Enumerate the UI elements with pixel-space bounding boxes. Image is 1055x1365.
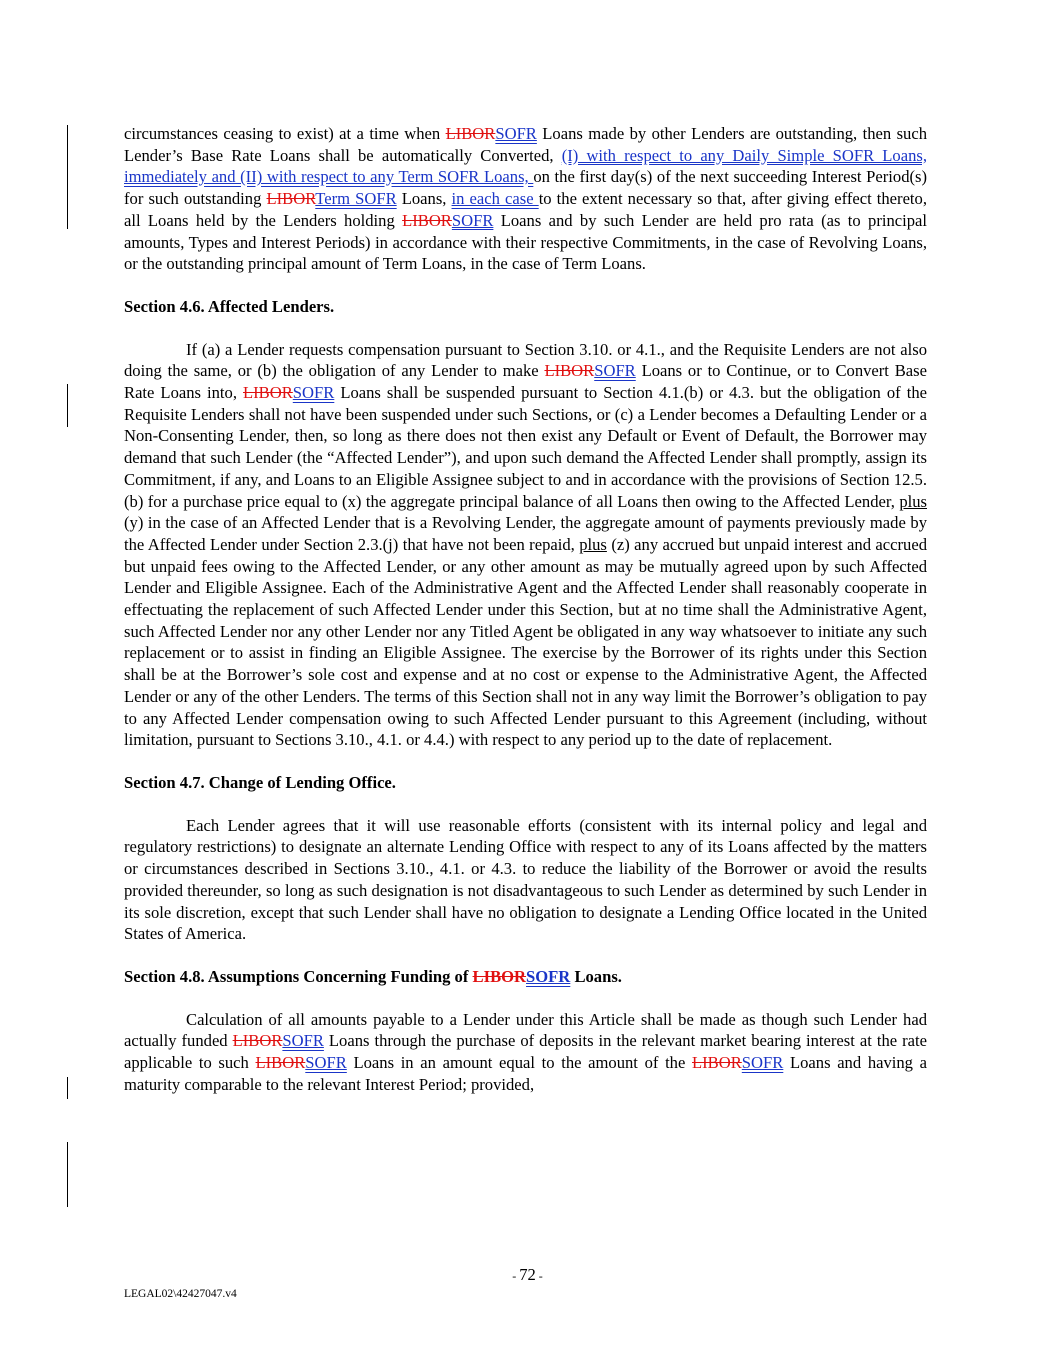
inserted-text: SOFR [594,361,636,381]
deleted-text: LIBOR [243,383,293,403]
section-4-8-heading: Section 4.8. Assumptions Concerning Funding of LIBORSOFR Loans. [124,966,622,986]
inserted-text: in each case [451,189,539,209]
deleted-text: LIBOR [402,210,452,230]
page-number: - 72 - [512,1265,543,1284]
section-4-7-paragraph: Each Lender agrees that it will use reasonable efforts (consistent with its internal policy and legal and regulatory restrictions) to designate an alternate Lending Office with respect to any of its Loans affected by the matters or circumstances described in Sections 3.10., 4.1. or 4.3. to reduce the liability of the Borrower or avoid the results provided thereunder, so long as such designation is not disadvantageous to such Lender as determined by such Lender in its sole discretion, except that such Lender shall have no obligation to designate a Lending Office located in the United States of America. [124,815,927,944]
deleted-text: LIBOR [692,1053,742,1073]
document-page [124,123,927,1095]
inserted-text: (I) with respect to any Daily Simple SOFR Loans, immediately and (II) with respect to any Term SOFR Loans, [124,145,927,187]
deleted-text: LIBOR [255,1053,306,1073]
deleted-text: LIBOR [232,1031,283,1051]
inserted-text: SOFR [305,1053,347,1073]
inserted-text: SOFR [292,383,335,403]
section-4-8-paragraph: Calculation of all amounts payable to a Lender under this Article shall be made as though such Lender had actually funded LIBORSOFR Loans through the purchase of deposits in the relevant market bearing interest at the rate applicable to such LIBORSOFR Loans in an amount equal to the amount of the LIBORSOFR Loans and having a maturity comparable to the relevant Interest Period; provided, [124,1009,928,1094]
plus-term: plus [579,534,607,554]
document-id: LEGAL02\42427047.v4 [124,1288,237,1300]
change-bar [67,1142,68,1207]
deleted-text: LIBOR [445,124,496,143]
section-4-7-heading: Section 4.7. Change of Lending Office. [124,772,396,792]
inserted-text: SOFR [282,1031,324,1051]
plus-term: plus [899,491,927,511]
change-bar [67,125,68,229]
inserted-text: SOFR [495,124,537,143]
section-4-6-heading: Section 4.6. Affected Lenders. [124,296,335,316]
deleted-text: LIBOR [472,966,527,986]
inserted-text: SOFR [741,1053,784,1073]
inserted-text: SOFR [526,966,571,986]
continuation-paragraph: circumstances ceasing to exist) at a time when LIBORSOFR Loans made by other Lenders are outstanding, then such Lender’s Base Rate Loans shall be automatically Converted, (I) with respect to any Daily Simple SOFR Loans, immediately and (II) with respect to any Term SOFR Loans, on the first day(s) of the next succeeding Interest Period(s) for such outstanding LIBORTerm SOFR Loans, in each case to the extent necessary so that, after giving effect thereto, all Loans held by the Lenders holding LIBORSOFR Loans and by such Lender are held pro rata (as to principal amounts, Types and Interest Periods) in accordance with their respective Commitments, in the case of Revolving Loans, or the outstanding principal amount of Term Loans, in the case of Term Loans. [124,124,928,274]
change-bar [67,1077,68,1099]
section-4-6-paragraph: If (a) a Lender requests compensation pursuant to Section 3.10. or 4.1., and the Requisite Lenders are not also doing the same, or (b) the obligation of any Lender to make LIBORSOFR Loans or to Continue, or to Convert Base Rate Loans into, LIBORSOFR Loans shall be suspended pursuant to Section 4.1.(b) or 4.3. but the obligation of the Requisite Lenders shall not have been suspended under such Sections, or (c) a Lender becomes a Defaulting Lender or a Non-Consenting Lender, then, so long as there does not then exist any Default or Event of Default, the Borrower may demand that such Lender (the “Affected Lender”), and upon such demand the Affected Lender shall promptly, assign its Commitment, if any, and Loans to an Eligible Assignee subject to and in accordance with the provisions of Section 12.5.(b) for a purchase price equal to (x) the aggregate principal balance of all Loans then owing to the Affected Lender, plus (y) in the case of an Affected Lender that is a Revolving Lender, the aggregate amount of payments previously made by the Affected Lender under Section 2.3.(j) that have not been repaid, plus (z) any accrued but unpaid interest and accrued but unpaid fees owing to the Affected Lender, or any other amount as may be mutually agreed upon by such Affected Lender and Eligible Assignee. Each of the Administrative Agent and the Affected Lender shall reasonably cooperate in effectuating the replacement of such Affected Lender under this Section, but at no time shall the Administrative Agent, such Affected Lender nor any other Lender nor any Titled Agent be obligated in any way whatsoever to initiate any such replacement or to assist in finding an Eligible Assignee. The exercise by the Borrower of its rights under this Section shall be at the Borrower’s sole cost and expense and at no cost or expense to the Administrative Agent, the Affected Lender or any of the other Lenders. The terms of this Section shall not in any way limit the Borrower’s obligation to pay to any Affected Lender compensation owing to such Affected Lender pursuant to this Agreement (including, without limitation, pursuant to Sections 3.10., 4.1. or 4.4.) with respect to any period up to the date of replacement. [124,339,927,750]
deleted-text: LIBOR [544,361,595,381]
inserted-text: Term SOFR [315,189,397,209]
change-bar [67,384,68,427]
inserted-text: SOFR [451,210,494,230]
deleted-text: LIBOR [266,189,316,209]
